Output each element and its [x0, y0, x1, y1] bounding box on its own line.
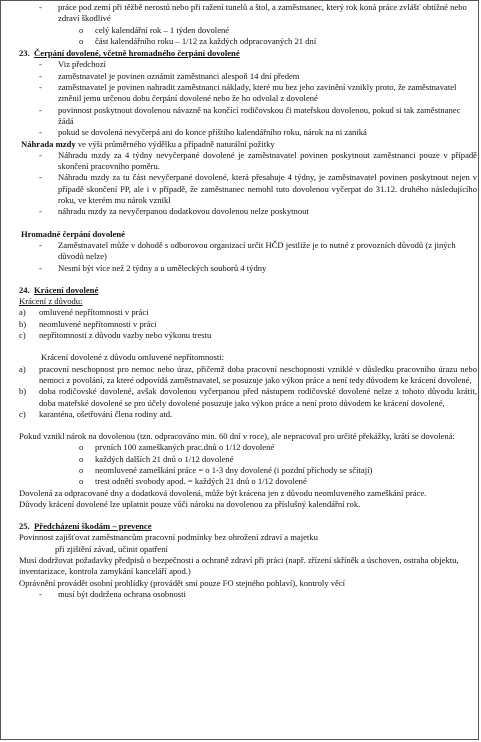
excused-label: Krácení dovolené z důvodu omluvené nepřítomnosti: — [41, 352, 225, 363]
list-item: - pokud se dovolená nevyčerpá ani do konce příštího kalendářního roku, nárok na ni zaniká — [39, 127, 367, 138]
paragraph: Povinnost zajišťovat zaměstnancům pracovní podmínky bez ohrožení zdraví a majetku — [19, 532, 318, 543]
list-item: - Náhradu mzdy za 4 týdny nevyčerpané dovolené je zaměstnavatel povinen poskytnout zaměstnanci pouze v případě skončení pracovního poměru. — [39, 149, 477, 172]
section-heading: 25. Předcházení škodám – prevence — [19, 521, 152, 532]
list-item: - povinnost poskytnout dovolenou návazně na končící rodičovskou či mateřskou dovolenou, pokud si tak zaměstnanec žádá — [39, 104, 461, 126]
document-content — [19, 2, 477, 600]
paragraph: Pokud vznikl nárok na dovolenou (tzn. odpracováno min. 60 dní v roce), ale nepracoval pro určité překážky, krátí se dovolená: — [19, 431, 455, 442]
list-item: o trest odnětí svobody apod. = každých 21 dnů o 1/12 dovolené — [79, 476, 307, 487]
list-item: - zaměstnavatel je povinen nahradit zaměstnanci náklady, které mu bez jeho zavinění vznikly proto, že zaměstnavatel změnil jemu určenou dobu čerpání dovolené nebo že ho odvolal z dovolené — [39, 82, 457, 104]
section-heading: 23. Čerpání dovolené, včetně hromadného čerpání dovolené — [19, 48, 240, 59]
list-item: o celý kalendářní rok – 1 týden dovolené — [79, 24, 230, 35]
list-item: - musí být dodržena ochrana osobnosti — [39, 588, 186, 599]
subsection-heading: Náhrada mzdy ve výši průměrného výdělku a případně naturální požitky — [21, 138, 275, 149]
list-item: - náhradu mzdy za nevyčerpanou dodatkovou dovolenou nelze poskytnout — [39, 206, 309, 217]
list-item: - Náhradu mzdy za tu část nevyčerpané dovolené, která přesahuje 4 týdny, je zaměstnavatel povinen poskytnout nejen v případě skončení PP, ale i v případě, že zaměstnanec nemohl tuto dovolenou vyčerpat do 31.12. druhého následujícího roku, ve kterém mu nárok vznikl — [39, 172, 477, 206]
paragraph: Musí dodržovat požadavky předpisů o bezpečnosti a ochraně zdraví při práci (např. zřízení skříněk a úschoven, ostraha objektu, inventarizace, kontrola zamykání kanceláří apod.) — [19, 555, 459, 577]
list-item: a) pracovní neschopnost pro nemoc nebo úraz, přičemž doba pracovní neschopnosti vzniklé v důsledku pracovního úrazu nebo nemoci z povolání, za které odpovídá zaměstnavatel, se posuzuje jako výkon práce a není tedy důvodem ke krácení dovolené, — [19, 363, 477, 385]
paragraph: při zjištění závad, učinit opatření — [55, 543, 168, 554]
list-item: - Nesmí být více než 2 týdny a u uměleckých souborů 4 týdny — [39, 262, 267, 273]
list-item: o každých dalších 21 dnů o 1/12 dovolené — [79, 453, 234, 464]
paragraph: Dovolená za odpracované dny a dodatková dovolená, může být krácena jen z důvodu neomluveného zameškání práce. — [19, 487, 427, 498]
list-item: b) doba rodičovské dovolené, avšak dovolenou vyčerpanou před nástupem rodičovské dovolené nelze z tohoto důvodu krátit, doba mateřské dovolené se pro účely dovolené posuzuje jako výkon práce a není proto důvodem ke krácení dovolené, — [19, 386, 477, 408]
list-item: - Viz předchozí — [39, 59, 106, 70]
list-item: o prvních 100 zameškaných prac.dnů o 1/12 dovolené — [79, 442, 275, 453]
list-item: - práce pod zemí při těžbě nerostů nebo při ražení tunelů a štol, a zaměstnanec, který rok koná práce zvlášť obtížné nebo zdraví škodlivé — [39, 2, 467, 24]
list-item: o část kalendářního roku – 1/12 za každých odpracovaných 21 dní — [79, 35, 317, 46]
list-item: b) neomluvené nepřítomnosti v práci — [19, 318, 157, 329]
subsection-heading: Hromadné čerpání dovolené — [21, 228, 125, 239]
list-item: - Zaměstnavatel může v dohodě s odborovou organizací určit HČD jestliže je to nutné z provozních důvodů (z jiných důvodů nelze) — [39, 239, 456, 262]
list-item: c) karanténa, ošetřování člena rodiny atd. — [19, 408, 173, 419]
list-item: o neomluvené zameškání práce = o 1-3 dny dovolené (i pozdní příchody se sčítají) — [79, 464, 373, 475]
list-item: a) omluvené nepřítomnosti v práci — [19, 307, 149, 318]
list-item: c) nepřítomnosti z důvodu vazby nebo výkonu trestu — [19, 330, 212, 341]
paragraph: Důvody krácení dovolené lze uplatnit pouze vůči nároku na dovolenou za příslušný kalendářní rok. — [19, 498, 361, 509]
paragraph: Oprávnění provádět osobní prohlídky (provádět smí pouze FO stejného pohlaví), kontroly věcí — [19, 577, 346, 588]
section-heading: 24. Krácení dovolené — [19, 284, 99, 295]
list-item: - zaměstnavatel je povinen oznámit zaměstnanci alespoň 14 dní předem — [39, 70, 300, 81]
reasons-label: Krácení z důvodu: — [19, 296, 83, 307]
